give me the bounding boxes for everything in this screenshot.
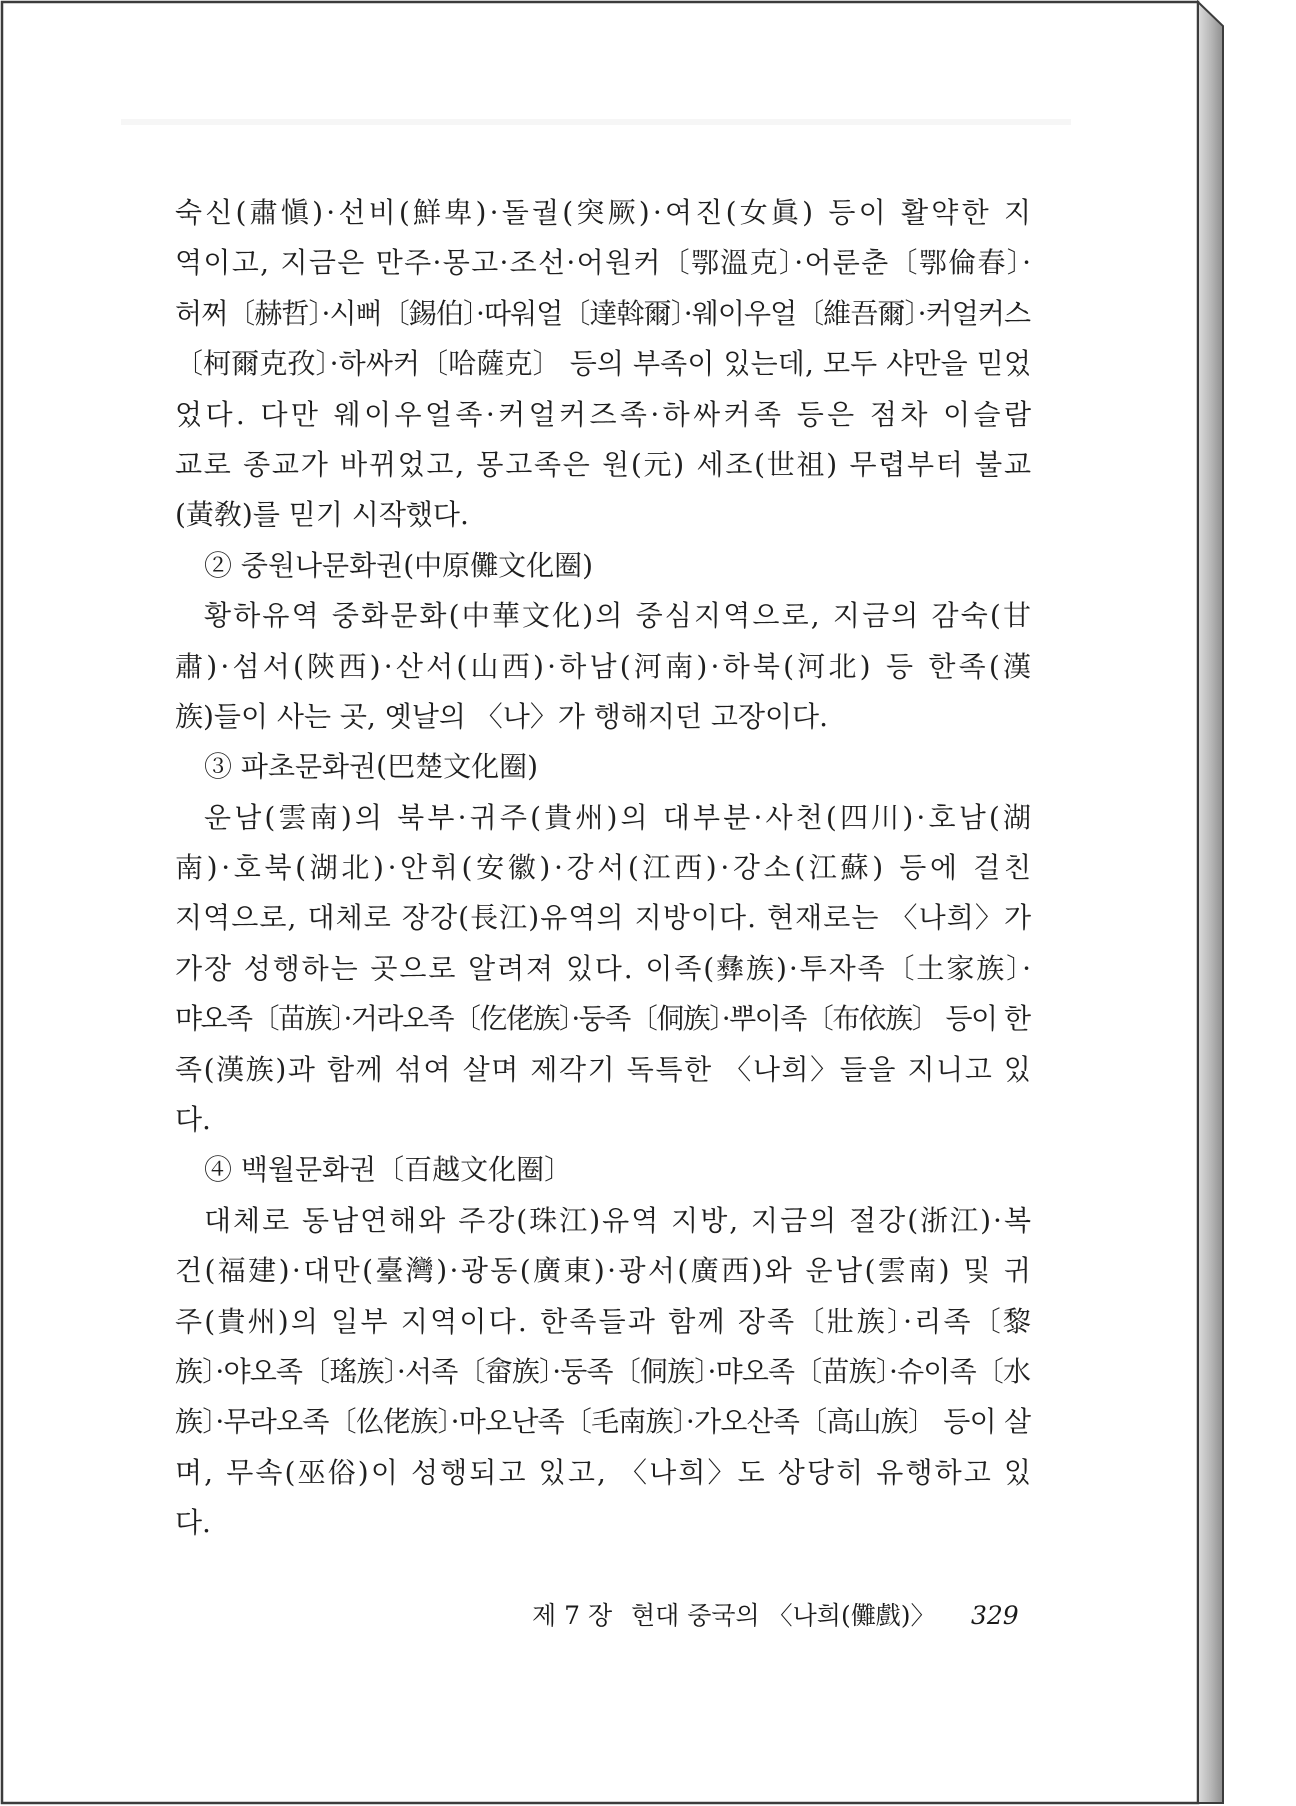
text-line: [175, 1095, 1031, 1145]
section-bachu: [175, 742, 1035, 1145]
text-line: [175, 188, 1035, 238]
text-line: [175, 390, 1035, 440]
chapter-label: 제 7 장: [532, 1601, 613, 1630]
section-continuation: [175, 188, 1035, 541]
text-line: [175, 591, 1034, 641]
line-text: 주(貴州)의 일부 지역이다. 한족들과 함께 장족〔壯族〕·리족〔黎: [175, 1304, 1034, 1338]
text-line: [175, 1448, 1034, 1498]
line-text: 族)들이 사는 곳, 옛날의 〈나〉가 행해지던 고장이다.: [175, 699, 828, 733]
page-number: 329: [971, 1601, 1019, 1630]
line-text: 역이고, 지금은 만주·몽고·조선·어원커〔鄂溫克〕·어룬춘〔鄂倫春〕·: [175, 246, 1033, 280]
line-text: 운남(雲南)의 북부·귀주(貴州)의 대부분·사천(四川)·호남(湖: [204, 800, 1035, 834]
section-heading: [175, 742, 1031, 792]
text-line: [175, 289, 1031, 339]
section-heading: [175, 1145, 1031, 1195]
text-line: [175, 1045, 1031, 1095]
line-text: 대체로 동남연해와 주강(珠江)유역 지방, 지금의 절강(浙江)·복: [204, 1203, 1033, 1237]
section-zhongyuan: [175, 541, 1035, 743]
heading-text: ③ 파초문화권(巴楚文化圈): [204, 750, 538, 784]
line-text: 族〕·야오족〔瑤族〕·서족〔畲族〕·둥족〔侗族〕·먀오족〔苗族〕·슈이족〔水: [175, 1354, 1031, 1388]
line-text: 먀오족〔苗族〕·거라오족〔仡佬族〕·둥족〔侗族〕·뿌이족〔布依族〕 등이 한: [175, 1002, 1030, 1036]
text-line: [175, 642, 1035, 692]
line-text: 숙신(肅愼)·선비(鮮卑)·돌궐(突厥)·여진(女眞) 등이 활약한 지: [175, 196, 1035, 229]
running-footer: [0, 1598, 1198, 1634]
section-baiyue: [175, 1145, 1034, 1548]
text-line: [175, 793, 1035, 843]
line-text: 황하유역 중화문화(中華文化)의 중심지역으로, 지금의 감숙(甘: [204, 599, 1034, 633]
text-line: [175, 893, 1031, 943]
line-text: 다.: [175, 1506, 211, 1540]
text-line: [175, 1196, 1031, 1246]
heading-text: ② 중원나문화권(中原儺文化圈): [204, 548, 594, 582]
line-text: 族〕·무라오족〔仫佬族〕·마오난족〔毛南族〕·가오산족〔高山族〕 등이 살: [175, 1405, 1031, 1439]
section-heading: [175, 541, 1031, 591]
line-text: 가장 성행하는 곳으로 알려져 있다. 이족(彝族)·투자족〔土家族〕·: [175, 951, 1033, 985]
text-line: [175, 692, 1031, 742]
line-text: 며, 무속(巫俗)이 성행되고 있고, 〈나희〉도 상당히 유행하고 있: [175, 1455, 1034, 1489]
text-line: [175, 994, 1031, 1044]
text-line: [175, 490, 1031, 540]
text-line: [175, 1397, 1031, 1447]
chapter-title: 현대 중국의 〈나희(儺戲)〉: [631, 1601, 936, 1630]
page-stack-edge: [1198, 2, 1223, 1803]
line-text: (黃敎)를 믿기 시작했다.: [175, 498, 469, 532]
text-line: [175, 1347, 1031, 1397]
scan-artifact: [121, 119, 1071, 125]
heading-text: ④ 백월문화권〔百越文化圈〕: [204, 1153, 573, 1187]
text-line: [175, 843, 1035, 893]
line-text: 南)·호북(湖北)·안휘(安徽)·강서(江西)·강소(江蘇) 등에 걸친: [175, 851, 1035, 885]
line-text: 허쩌〔赫哲〕·시뻐〔錫伯〕·따워얼〔達斡爾〕·웨이우얼〔維吾爾〕·커얼커스: [175, 296, 1031, 330]
text-line: [175, 1498, 1031, 1548]
text-line: [175, 1297, 1034, 1347]
line-text: 肅)·섬서(陝西)·산서(山西)·하남(河南)·하북(河北) 등 한족(漢: [175, 649, 1035, 683]
text-line: [175, 944, 1031, 994]
text-line: [175, 1246, 1034, 1296]
line-text: 었다. 다만 웨이우얼족·커얼커즈족·하싸커족 등은 점차 이슬람: [175, 397, 1035, 431]
text-line: [175, 339, 1031, 389]
text-line: [175, 238, 1031, 288]
line-text: 족(漢族)과 함께 섞여 살며 제각기 독특한 〈나희〉들을 지니고 있: [175, 1052, 1033, 1086]
line-text: 건(福建)·대만(臺灣)·광동(廣東)·광서(廣西)와 운남(雲南) 및 귀: [175, 1254, 1034, 1288]
line-text: 〔柯爾克孜〕·하싸커〔哈薩克〕 등의 부족이 있는데, 모두 샤만을 믿었: [175, 347, 1032, 381]
line-text: 지역으로, 대체로 장강(長江)유역의 지방이다. 현재로는 〈나희〉가: [175, 901, 1033, 935]
line-text: 교로 종교가 바뀌었고, 몽고족은 원(元) 세조(世祖) 무렵부터 불교: [175, 447, 1033, 481]
line-text: 다.: [175, 1103, 211, 1137]
body-text: [175, 188, 1035, 1549]
text-line: [175, 440, 1031, 490]
